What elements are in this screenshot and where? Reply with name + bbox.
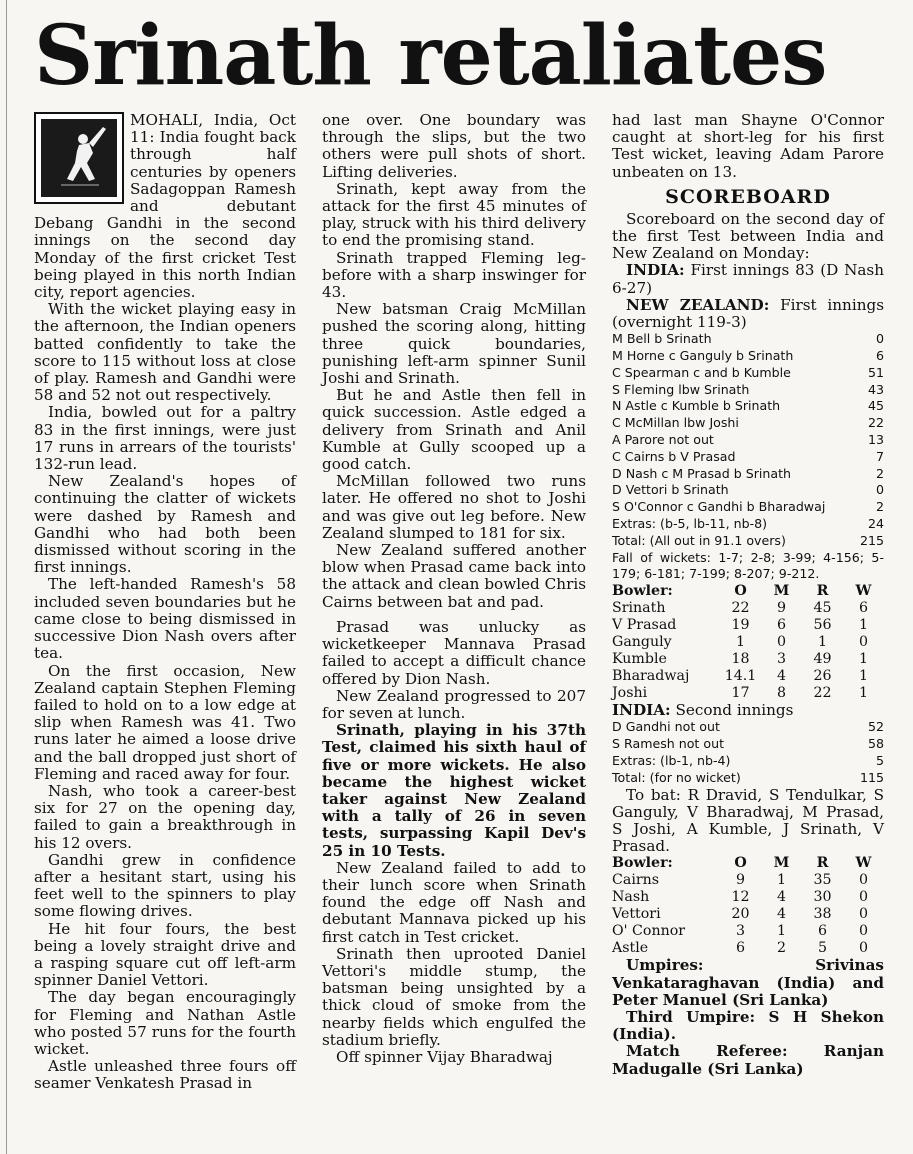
batting-row: S Ramesh not out 58 [612,736,884,752]
article-column-1 [34,112,296,1093]
paragraph: New Zealand failed to add to their lunch score when Srinath found the edge off Nash and debutant Mannava picked up his first catch in Test cricket. [322,858,586,946]
paragraph: On the first occasion, New Zealand captain Stephen Fleming failed to hold on to a low edge at slip when Ramesh was 41. Two runs later he aimed a loose drive and the ball dropped just short of Fleming and raced away for four. [34,661,296,783]
paragraph: The day began encouragingly for Fleming and Nathan Astle who posted 57 runs for the fourth wicket. [34,988,296,1058]
batting-row: S Fleming lbw Srinath 43 [612,381,884,397]
bowling-row: Nash 12 4 30 0 [612,889,869,906]
batting-row: C Spearman c and b Kumble 51 [612,364,884,380]
to-bat-list: To bat: R Dravid, S Tendulkar, S Ganguly, V Bharadwaj, M Prasad, S Joshi, A Kumble, J Srinath, V Prasad. [612,785,884,856]
paragraph: India, bowled out for a paltry 83 in the first innings, were just 17 runs in arrears of the tourists' 132-run lead. [34,403,296,474]
bowling-header: Bowler: O M R W [612,855,872,872]
paragraph: one over. One boundary was through the slips, but the two others were pull shots of short. Lifting deliveries. [322,111,586,181]
nz-batting-list [612,331,884,583]
column-rule [6,0,7,1154]
bowling-header: Bowler: O M R W [612,583,872,600]
match-referee: Match Referee: Ranjan Madugalle (Sri Lanka) [612,1042,884,1078]
innings-summary: First innings (overnight 119-3) [612,295,884,332]
paragraph: He hit four fours, the best being a lovely straight drive and a rasping square cut off left-arm spinner Daniel Vettori. [34,919,296,990]
paragraph: Srinath trapped Fleming leg-before with a sharp inswinger for 43. [322,248,586,302]
bowling-row: Cairns 9 1 35 0 [612,872,869,889]
bowling-row: O' Connor 3 1 6 0 [612,923,869,940]
paragraph: Srinath, kept away from the attack for the first 45 minutes of play, struck with his third delivery to end the promising stand. [322,179,586,250]
india-second-innings [612,702,884,719]
paragraph: Prasad was unlucky as wicketkeeper Mannava Prasad failed to accept a difficult chance offered by Dion Nash. [322,617,586,688]
dateline-paragraph: MOHALI, India, Oct 11: India fought back through half centuries by openers Sadagoppan Ramesh and debutant Debang Gandhi in the second innings on the second day Monday of the first cricket Test being played in this north Indian city, report agencies. [34,111,296,302]
batting-row: N Astle c Kumble b Srinath 45 [612,398,884,414]
team-label: NEW ZEALAND: [626,295,770,314]
extras-row: Extras: (b-5, lb-11, nb-8) 24 [612,516,884,531]
batting-row: D Nash c M Prasad b Srinath 2 [612,465,884,481]
india-first-innings [612,262,884,296]
paragraph: Srinath then uprooted Daniel Vettori's middle stump, the batsman being unsighted by a thick cloud of smoke from the nearby fields which engulfed the stadium briefly. [322,944,586,1049]
bowling-row: Kumble 18 3 49 1 [612,651,869,668]
batting-row: S O'Connor c Gandhi b Bharadwaj 2 [612,499,884,515]
article-column-3 [612,112,884,1078]
paragraph: New Zealand's hopes of continuing the clatter of wickets were dashed by Ramesh and Gandhi who had both been dismissed without scoring in the first innings. [34,472,296,577]
innings-summary: First innings 83 (D Nash 6-27) [612,261,884,297]
batting-row: M Bell b Srinath 0 [612,331,884,347]
paragraph: McMillan followed two runs later. He offered no shot to Joshi and was give out leg before. New Zealand slumped to 181 for six. [322,472,586,542]
paragraph: The left-handed Ramesh's 58 included seven boundaries but he came close to being dismissed in successive Dion Nash overs after tea. [34,575,296,663]
batting-row: D Vettori b Srinath 0 [612,482,884,498]
nz-first-innings [612,297,884,331]
scoreboard-title: SCOREBOARD [665,185,831,208]
headline: Srinath retaliates [34,8,827,104]
paragraph: Off spinner Vijay Bharadwaj [336,1047,553,1066]
batting-row: M Horne c Ganguly b Srinath 6 [612,348,884,364]
paragraph: New batsman Craig McMillan pushed the scoring along, hitting three quick boundaries, punishing left-arm spinner Sunil Joshi and Srinath. [322,300,586,388]
extras-row: Extras: (lb-1, nb-4) 5 [612,752,884,768]
batsman-silhouette-icon [41,119,117,197]
paragraph: Astle unleashed three fours off seamer Venkatesh Prasad in [34,1057,296,1093]
bowling-row: Ganguly 1 0 1 0 [612,634,869,651]
paragraph: But he and Astle then fell in quick succession. Astle edged a delivery from Srinath and Anil Kumble at Gully scooped up a good catch. [322,386,586,474]
bowling-row: Srinath 22 9 45 6 [612,600,869,617]
third-umpire: Third Umpire: S H Shekon (India). [612,1008,884,1044]
paragraph: had last man Shayne O'Connor caught at short-leg for his first Test wicket, leaving Adam Parore unbeaten on 13. [612,111,884,181]
umpires: Umpires: Srivinas Venkataraghavan (India) and Peter Manuel (Sri Lanka) [612,956,884,1009]
paragraph: New Zealand progressed to 207 for seven at lunch. [322,686,586,722]
paragraph: With the wicket playing easy in the afternoon, the Indian openers batted confidently to take the score to 115 without loss at close of play. Ramesh and Gandhi were 58 and 52 not out respectively. [34,300,296,405]
team-label: INDIA: [626,261,685,280]
bowling-row: Astle 6 2 5 0 [612,940,869,957]
batting-row: C McMillan lbw Joshi 22 [612,415,884,431]
bowling-row: Vettori 20 4 38 0 [612,906,869,923]
batting-row: D Gandhi not out 52 [612,719,884,735]
paragraph: Nash, who took a career-best six for 27 on the opening day, failed to gain a breakthrough in his 12 overs. [34,781,296,852]
article-column-2 [322,112,586,1066]
bowling-row: Joshi 17 8 22 1 [612,685,869,702]
paragraph: New Zealand suffered another blow when Prasad came back into the attack and clean bowled Chris Cairns between bat and pad. [322,541,586,611]
batting-row: A Parore not out 13 [612,432,884,448]
total-row: Total: (for no wicket) 115 [612,769,884,785]
innings-summary: Second innings [675,701,794,720]
scoreboard-intro: Scoreboard on the second day of the first Test between India and New Zealand on Monday: [612,209,884,263]
batting-row: C Cairns b V Prasad 7 [612,448,884,464]
paragraph: Gandhi grew in confidence after a hesitant start, using his feet well to the spinners to play some flowing drives. [34,850,296,921]
bowling-row: V Prasad 19 6 56 1 [612,617,869,634]
cricketer-photo [34,112,124,204]
fall-of-wickets: Fall of wickets: 1-7; 2-8; 3-99; 4-156; 5-179; 6-181; 7-199; 8-207; 9-212. [612,549,884,582]
total-row: Total: (All out in 91.1 overs) 215 [612,532,884,548]
highlight-paragraph: Srinath, playing in his 37th Test, claimed his sixth haul of five or more wickets. He also became the highest wicket taker against New Zealand with a tally of 26 in seven tests, surpassing Kapil Dev's 25 in 10 Tests. [322,721,586,860]
india-batting-list [612,719,884,786]
bowling-row: Bharadwaj 14.1 4 26 1 [612,668,869,685]
team-label: INDIA: [612,701,671,720]
